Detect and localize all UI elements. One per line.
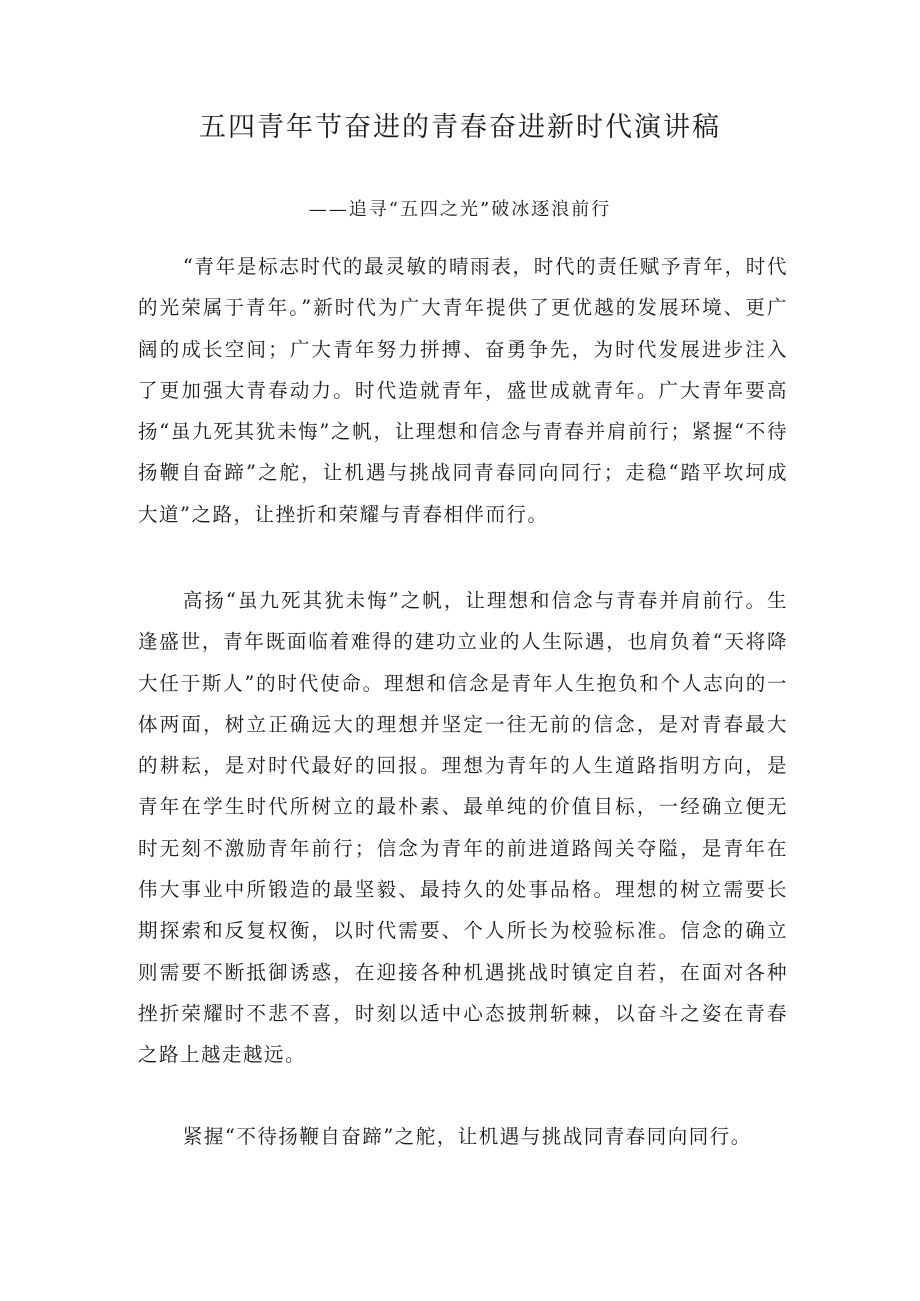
body-paragraph-1: “青年是标志时代的最灵敏的晴雨表，时代的责任赋予青年，时代的光荣属于青年。”新时代为广大青年提供了更优越的发展环境、更广阔的成长空间；广大青年努力拼搏、奋勇争先，为时代发展进步注入了更加强大青春动力。时代造就青年，盛世成就青年。广大青年要高扬“虽九死其犹未悔”之帆，让理想和信念与青春并肩前行；紧握“不待扬鞭自奋蹄”之舵，让机遇与挑战同青春同向同行；走稳“踏平坎坷成大道”之路，让挫折和荣耀与青春相伴而行。 bbox=[138, 255, 788, 526]
document-subtitle: ——追寻“五四之光”破冰逐浪前行 bbox=[308, 199, 612, 220]
document-title: 五四青年节奋进的青春奋进新时代演讲稿 bbox=[199, 112, 721, 143]
body-paragraph-3: 紧握“不待扬鞭自奋蹄”之舵，让机遇与挑战同青春同向同行。 bbox=[182, 1125, 752, 1148]
body-paragraph-2: 高扬“虽九死其犹未悔”之帆，让理想和信念与青春并肩前行。生逢盛世，青年既面临着难得的建功立业的人生际遇，也肩负着“天将降大任于斯人”的时代使命。理想和信念是青年人生抱负和个人志向的一体两面，树立正确远大的理想并坚定一往无前的信念，是对青春最大的耕耘，是对时代最好的回报。理想为青年的人生道路指明方向，是青年在学生时代所树立的最朴素、最单纯的价值目标，一经确立便无时无刻不激励青年前行；信念为青年的前进道路闯关夺隘，是青年在伟大事业中所锻造的最坚毅、最持久的处事品格。理想的树立需要长期探索和反复权衡，以时代需要、个人所长为校验标准。信念的确立则需要不断抵御诱惑，在迎接各种机遇挑战时镇定自若，在面对各种挫折荣耀时不悲不喜，时刻以适中心态披荆斩棘，以奋斗之姿在青春之路上越走越远。 bbox=[138, 589, 788, 1067]
